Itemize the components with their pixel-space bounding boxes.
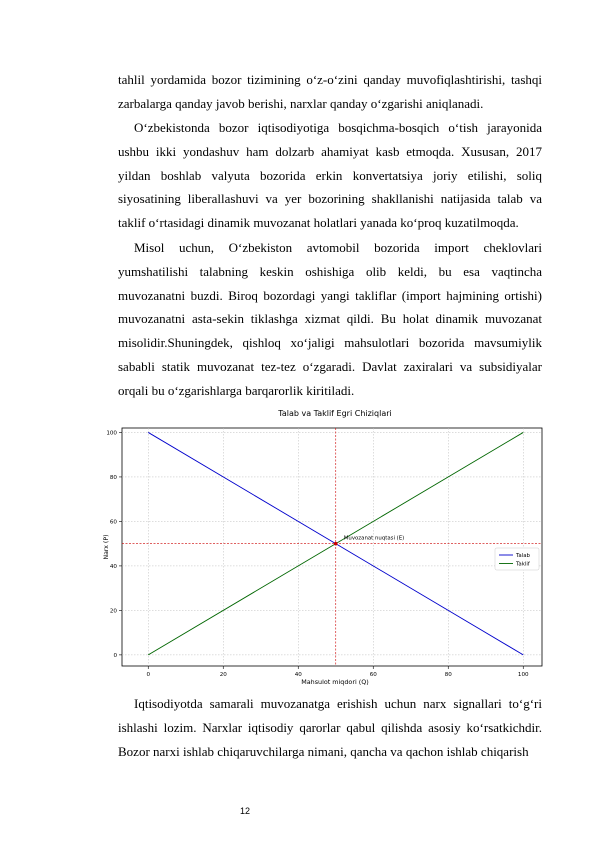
x-axis-label: Mahsulot miqdori (Q) xyxy=(301,678,369,686)
paragraph-4: Iqtisodiyotda samarali muvozanatga erishish uchun narx signallari to‘g‘ri ishlashi lozim. Narxlar iqtisodiy qarorlar qabul qilishda asosiy ko‘rsatkichdir. Bozor narxi ishlab chiqaruvchilarga nimani, qancha va qachon ishlab chiqarish xyxy=(118,696,542,759)
legend-label-taklif: Taklif xyxy=(516,561,530,568)
x-tick-label: 0 xyxy=(146,672,151,678)
x-tick-label: 40 xyxy=(294,672,302,678)
paragraph-1: tahlil yordamida bozor tizimining o‘z-o‘zini qanday muvofiqlashtirishi, tashqi zarbalarga qanday javob berishi, narxlar qanday o‘zgarishi aniqlanadi. xyxy=(118,72,542,111)
equilibrium-label: Muvozanat nuqtasi (E) xyxy=(343,535,405,542)
y-tick-label: 60 xyxy=(109,519,117,526)
page-number: 12 xyxy=(239,806,250,816)
supply-demand-figure xyxy=(103,398,548,688)
x-tick-label: 60 xyxy=(369,672,377,678)
x-tick-label: 20 xyxy=(219,672,227,678)
y-tick-label: 20 xyxy=(109,608,117,615)
plot-frame xyxy=(122,428,542,666)
paragraph-3: Misol uchun, O‘zbekiston avtomobil bozorida import cheklovlari yumshatilishi talabning keskin oshishiga olib keldi, bu esa vaqtincha muvozanatni buzdi. Biroq bozordagi yangi takliflar (import hajmining ortishi) muvozanatni asta-sekin tiklashga xizmat qildi. Bu holat dinamik muvozanat misolidir.Shuningdek, qishloq xo‘jaligi mahsulotlari bozorida mavsumiylik sababli statik muvozanat tez-tez o‘zgaradi. Davlat zaxiralari va subsidiyalar orqali bu o‘zgarishlarga barqarorlik kiritiladi. xyxy=(118,240,542,398)
equilibrium-point xyxy=(334,542,338,546)
chart-title: Talab va Taklif Egri Chiziqlari xyxy=(278,409,392,418)
y-tick-label: 100 xyxy=(106,430,117,437)
legend-label-talab: Talab xyxy=(516,553,530,559)
y-tick-label: 0 xyxy=(113,653,117,660)
y-axis-label: Narx (P) xyxy=(103,534,110,560)
supply-demand-chart xyxy=(103,398,548,688)
x-tick-label: 100 xyxy=(517,672,529,678)
x-tick-label: 80 xyxy=(444,672,452,678)
y-tick-label: 40 xyxy=(109,564,117,571)
paragraph-2: O‘zbekistonda bozor iqtisodiyotiga bosqichma-bosqich o‘tish jarayonida ushbu ikki yondashuv ham dolzarb ahamiyat kasb etmoqda. Xususan, 2017 yildan boshlab valyuta bozorida erkin konvertatsiya joriy etilishi, soliq siyosatining liberallashuvi va yer bozorining shakllanishi natijasida talab va taklif o‘rtasidagi dinamik muvozanat holatlari yanada ko‘proq kuzatilmoqda. xyxy=(118,120,542,231)
y-tick-label: 80 xyxy=(109,475,117,482)
